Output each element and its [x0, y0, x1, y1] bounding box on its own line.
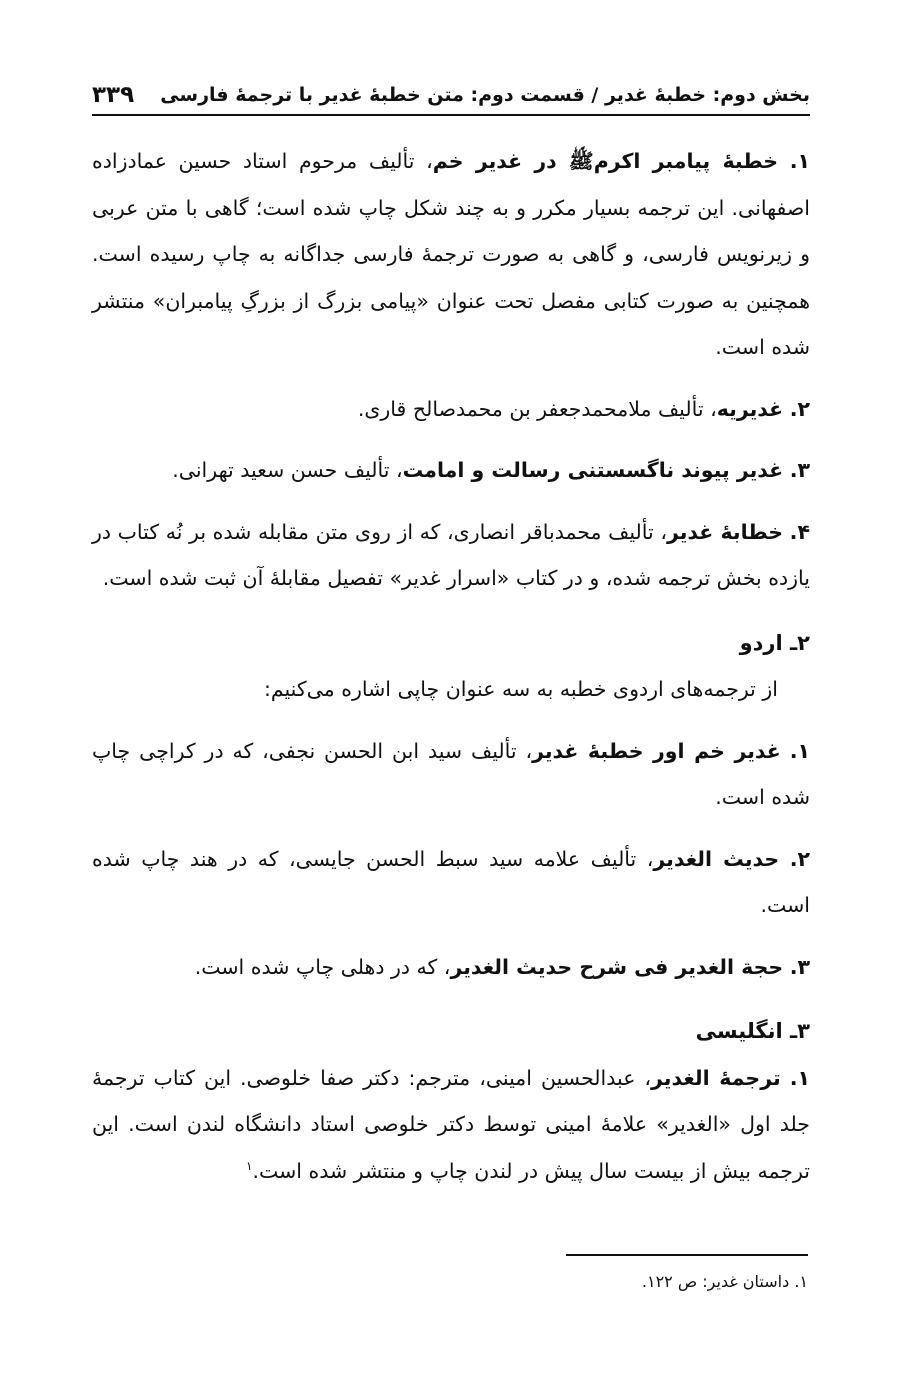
item-text: ، تألیف حسن سعید تهرانی. — [172, 458, 403, 482]
urdu-heading: ۲ـ اردو — [739, 630, 810, 655]
item-text: ، تألیف مرحوم استاد حسین عمادزاده اصفهانی. این ترجمه بسیار مکرر و به چند شکل چاپ شده است؛ گاهی با متن عربی و زیرنویس فارسی، و گاهی به صورت ترجمۀ فارسی جداگانه به چاپ رسیده است. همچنین به صورت کتابی مفصل تحت عنوان «پیامی بزرگ از بزرگِ پیامبران» منتشر شده است. — [92, 149, 810, 359]
english-heading: ۳ـ انگلیسی — [695, 1019, 810, 1043]
persian-item-4 — [92, 509, 810, 602]
item-title: حجة الغدیر فی شرح حدیث الغدیر — [450, 954, 784, 979]
item-number: ۱. — [789, 1065, 810, 1090]
english-item-1 — [92, 1055, 810, 1195]
item-number: ۲. — [789, 396, 810, 421]
item-number: ۳. — [789, 458, 810, 482]
item-number: ۱. — [789, 738, 810, 763]
item-title: غدیر پیوند ناگسستنی رسالت و امامت — [402, 458, 784, 482]
page-header — [92, 66, 810, 116]
item-text: ، تألیف سید ابن الحسن نجفی، که در کراچی چاپ شده است. — [92, 738, 810, 809]
urdu-item-2 — [92, 836, 810, 929]
item-title: ترجمۀ الغدیر — [651, 1065, 781, 1090]
page-number: ۳۳۹ — [92, 82, 135, 108]
item-text: ، تألیف ملامحمدجعفر بن محمدصالح قاری. — [357, 396, 717, 421]
urdu-intro: از ترجمه‌های اردوی خطبه به سه عنوان چاپی اشاره می‌کنیم: — [263, 677, 778, 701]
item-text: ، تألیف محمدباقر انصاری، که از روی متن مقابله شده بر نُه کتاب در یازده بخش ترجمه شده، و در کتاب «اسرار غدیر» تفصیل مقابلۀ آن ثبت شده است. — [92, 519, 810, 590]
item-number: ۱. — [789, 149, 810, 173]
main-text — [92, 138, 810, 1194]
persian-item-2 — [92, 386, 810, 433]
item-number: ۴. — [789, 519, 810, 544]
urdu-item-1 — [92, 728, 810, 821]
item-number: ۲. — [789, 846, 810, 871]
footnote: ۱. داستان غدیر: ص ۱۲۲. — [641, 1272, 808, 1291]
persian-item-1 — [92, 138, 810, 371]
item-text: ، عبدالحسین امینی، مترجم: دکتر صفا خلوصی. این کتاب ترجمۀ جلد اول «الغدیر» علامۀ امینی توسط دکتر خلوصی استاد دانشگاه لندن است. این ترجمه بیش از بیست سال پیش در لندن چاپ و منتشر شده است. — [92, 1065, 810, 1183]
item-text: ، تألیف علامه سید سبط الحسن جایسی، که در هند چاپ شده است. — [92, 846, 810, 917]
item-title: خطابۀ غدیر — [666, 519, 784, 544]
running-title: بخش دوم: خطبۀ غدیر / قسمت دوم: متن خطبۀ غدیر با ترجمۀ فارسی — [160, 84, 810, 106]
item-title: غدیر خم اور خطبۀ غدیر — [532, 738, 781, 763]
persian-item-3 — [92, 447, 810, 494]
item-title: حدیث الغدیر — [653, 846, 780, 871]
footnote-divider — [566, 1254, 808, 1256]
item-number: ۳. — [789, 954, 810, 979]
footnote-marker[interactable]: ۱ — [246, 1158, 253, 1173]
urdu-item-3 — [92, 944, 810, 991]
item-title: خطبۀ پیامبر اکرمﷺ در غدیر خم — [432, 149, 779, 173]
item-title: غدیریه — [716, 396, 784, 421]
item-text: ، که در دهلی چاپ شده است. — [194, 954, 451, 979]
